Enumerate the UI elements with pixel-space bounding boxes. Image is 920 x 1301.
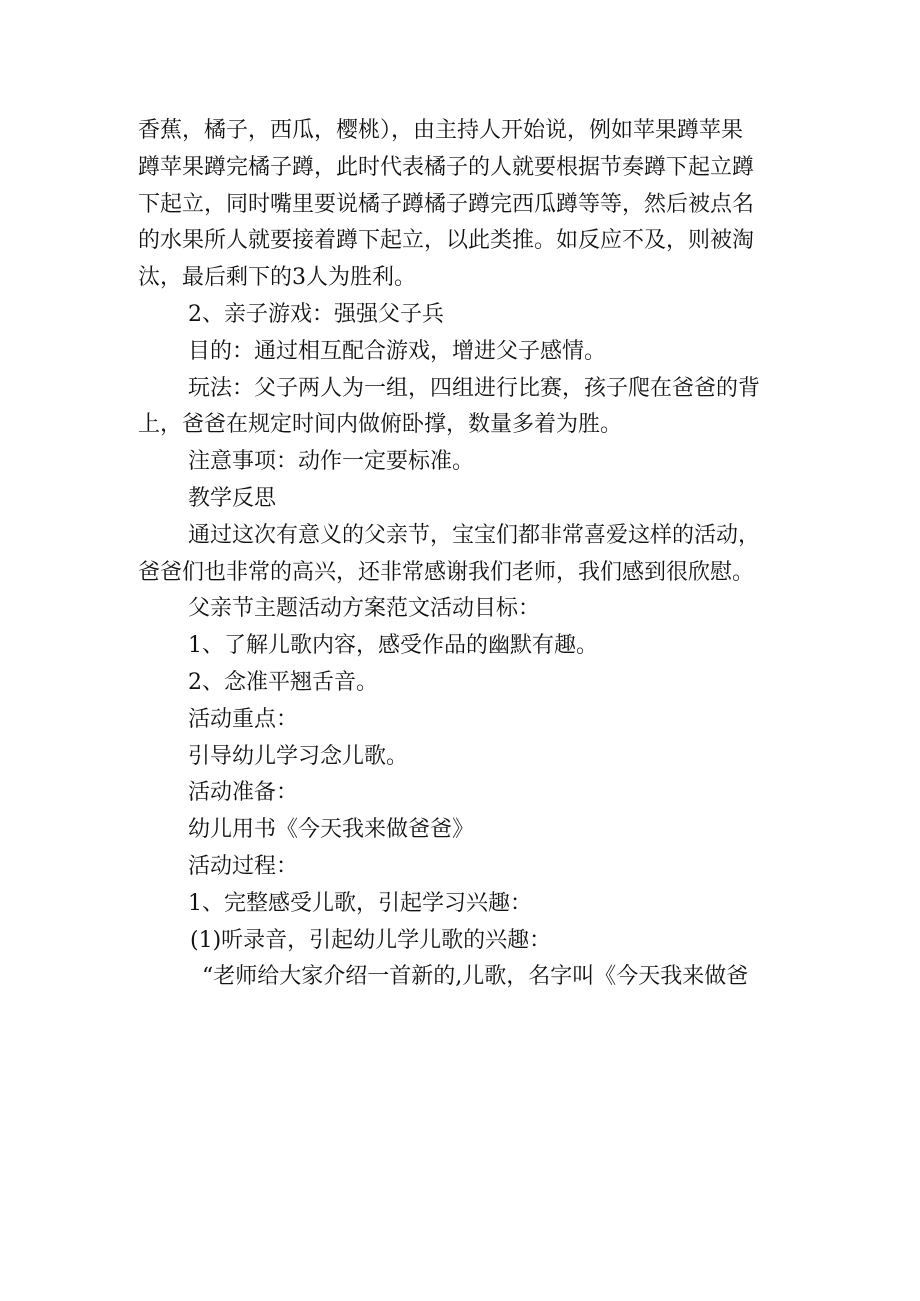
paragraph-line: 上，爸爸在规定时间内做俯卧撑，数量多着为胜。: [138, 412, 623, 438]
paragraph-line: 幼儿用书《今天我来做爸爸》: [188, 817, 475, 843]
list-item: 2、念准平翘舌音。: [188, 669, 378, 695]
paragraph-line: 通过这次有意义的父亲节，宝宝们都非常喜爱这样的活动，: [188, 522, 761, 548]
paragraph-line: 的水果所人就要接着蹲下起立，以此类推。如反应不及，则被淘: [138, 228, 755, 254]
paragraph-line: 汰，最后剩下的3人为胜利。: [138, 265, 416, 291]
document-body: [138, 113, 798, 996]
list-item: 1、了解儿歌内容，感受作品的幽默有趣。: [188, 633, 598, 659]
section-heading: 2、亲子游戏：强强父子兵: [188, 301, 444, 327]
section-heading: 活动重点：: [188, 706, 299, 732]
section-heading: 活动准备：: [188, 780, 299, 806]
list-item: 1、完整感受儿歌，引起学习兴趣：: [188, 890, 532, 916]
paragraph-line: 爸爸们也非常的高兴，还非常感谢我们老师，我们感到很欣慰。: [138, 559, 755, 585]
paragraph-line: “老师给大家介绍一首新的,儿歌，名字叫《今天我来做爸: [202, 964, 749, 990]
paragraph-line: 注意事项：动作一定要标准。: [188, 449, 475, 475]
section-heading: 活动过程：: [188, 853, 299, 879]
paragraph-line: 香蕉，橘子，西瓜，樱桃），由主持人开始说，例如苹果蹲苹果: [138, 118, 744, 143]
paragraph-line: 引导幼儿学习念儿歌。: [188, 743, 409, 769]
paragraph-line: 玩法：父子两人为一组，四组进行比赛，孩子爬在爸爸的背: [188, 375, 761, 401]
section-heading: 教学反思: [188, 485, 277, 511]
paragraph-line: 目的：通过相互配合游戏，增进父子感情。: [188, 338, 607, 364]
section-heading: 父亲节主题活动方案范文活动目标：: [188, 596, 541, 622]
paragraph-line: 蹲苹果蹲完橘子蹲，此时代表橘子的人就要根据节奏蹲下起立蹲: [138, 154, 755, 180]
list-item: (1)听录音，引起幼儿学儿歌的兴趣：: [190, 927, 552, 953]
paragraph-line: 下起立，同时嘴里要说橘子蹲橘子蹲完西瓜蹲等等，然后被点名: [138, 191, 755, 217]
